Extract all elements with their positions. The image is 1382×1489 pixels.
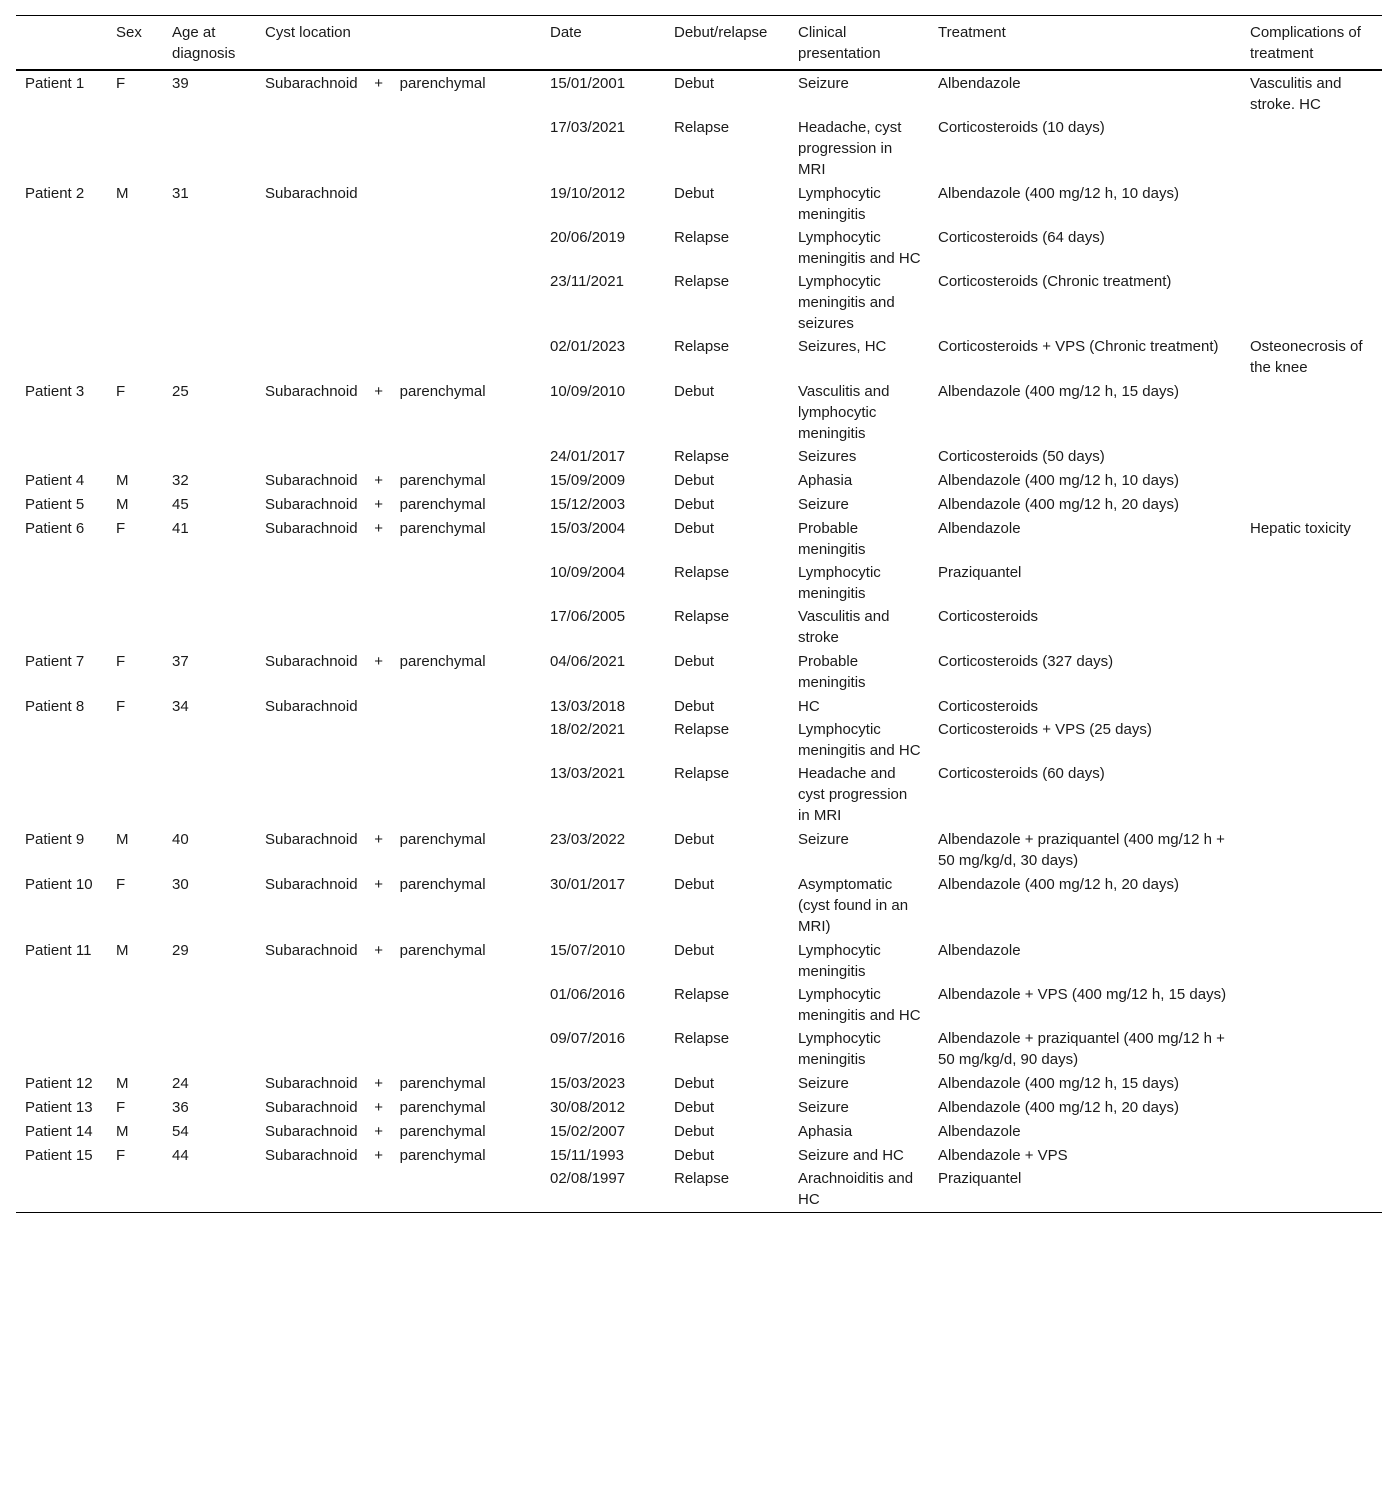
cell-complications <box>1241 1095 1382 1119</box>
cell-age: 39 <box>172 75 189 92</box>
cell-sex: M <box>116 496 129 513</box>
table-row <box>16 1095 1382 1119</box>
cell-complications <box>1241 827 1382 872</box>
cell-cyst-location: Subarachnoid + parenchymal <box>265 383 486 400</box>
cell-date: 15/12/2003 <box>550 496 626 513</box>
cell-patient: Patient 3 <box>25 383 85 400</box>
cell-debut-relapse: Debut <box>674 653 715 670</box>
cell-debut-relapse: Debut <box>674 75 715 92</box>
cell-complications <box>1241 270 1382 335</box>
cell-clinical-presentation: Aphasia <box>798 472 853 489</box>
cell-age <box>163 605 256 649</box>
cell-date: 01/06/2016 <box>550 986 626 1003</box>
cell-patient <box>16 605 107 649</box>
cell-cyst-location: Subarachnoid <box>265 185 358 202</box>
cell-treatment: Corticosteroids (327 days) <box>938 653 1114 670</box>
cell-date: 18/02/2021 <box>550 721 626 738</box>
cell-debut-relapse: Debut <box>674 1123 715 1140</box>
cell-sex: M <box>116 942 129 959</box>
cell-age: 45 <box>172 496 189 513</box>
cell-complications <box>1241 983 1382 1027</box>
header-clinical-presentation: Clinical presentation <box>798 24 881 62</box>
cell-clinical-presentation: Lymphocytic meningitis and HC <box>798 986 921 1024</box>
cell-cyst-location: Subarachnoid + parenchymal <box>265 496 486 513</box>
cell-sex <box>107 226 163 270</box>
header-debut-relapse: Debut/relapse <box>674 24 768 41</box>
cell-age <box>163 335 256 379</box>
cell-sex: F <box>116 520 126 537</box>
cell-patient: Patient 9 <box>25 831 85 848</box>
cell-complications <box>1241 379 1382 445</box>
header-sex: Sex <box>116 24 142 41</box>
cell-debut-relapse: Debut <box>674 942 715 959</box>
cell-patient <box>16 762 107 827</box>
table-row <box>16 1167 1382 1213</box>
header-row <box>16 16 1382 71</box>
cell-complications <box>1241 762 1382 827</box>
cell-clinical-presentation: Lymphocytic meningitis <box>798 185 881 223</box>
cell-age <box>163 983 256 1027</box>
cell-patient <box>16 1027 107 1071</box>
cell-clinical-presentation: Lymphocytic meningitis and HC <box>798 229 921 267</box>
cell-clinical-presentation: Asymptomatic (cyst found in an MRI) <box>798 876 909 935</box>
cell-age: 29 <box>172 942 189 959</box>
cell-cyst-location <box>256 116 541 181</box>
cell-cyst-location: Subarachnoid <box>265 698 358 715</box>
table-row <box>16 116 1382 181</box>
cell-debut-relapse: Debut <box>674 876 715 893</box>
cell-complications <box>1241 226 1382 270</box>
table-row <box>16 270 1382 335</box>
cell-clinical-presentation: Lymphocytic meningitis <box>798 1030 881 1068</box>
cell-cyst-location: Subarachnoid + parenchymal <box>265 876 486 893</box>
cell-sex: F <box>116 383 126 400</box>
cell-sex: F <box>116 1147 126 1164</box>
cell-debut-relapse: Debut <box>674 185 715 202</box>
cell-complications <box>1241 561 1382 605</box>
cell-sex <box>107 605 163 649</box>
cell-patient: Patient 4 <box>25 472 85 489</box>
cell-clinical-presentation: Headache, cyst progression in MRI <box>798 119 902 178</box>
cell-clinical-presentation: Headache and cyst progression in MRI <box>798 765 908 824</box>
cell-age: 41 <box>172 520 189 537</box>
cell-cyst-location: Subarachnoid + parenchymal <box>265 520 486 537</box>
cell-date: 19/10/2012 <box>550 185 626 202</box>
cell-cyst-location: Subarachnoid + parenchymal <box>265 1099 486 1116</box>
cell-patient: Patient 13 <box>25 1099 93 1116</box>
cell-cyst-location: Subarachnoid + parenchymal <box>265 1147 486 1164</box>
cell-clinical-presentation: Arachnoiditis and HC <box>798 1170 914 1208</box>
cell-age <box>163 270 256 335</box>
cell-treatment: Corticosteroids (50 days) <box>938 448 1105 465</box>
cell-clinical-presentation: Lymphocytic meningitis <box>798 564 881 602</box>
cell-treatment: Praziquantel <box>938 564 1022 581</box>
cell-date: 15/02/2007 <box>550 1123 626 1140</box>
cell-treatment: Corticosteroids <box>938 698 1039 715</box>
cell-complications: Osteonecrosis of the knee <box>1250 338 1363 376</box>
cell-treatment: Albendazole + VPS (400 mg/12 h, 15 days) <box>938 986 1227 1003</box>
table-row <box>16 561 1382 605</box>
cell-complications <box>1241 1071 1382 1095</box>
cell-treatment: Albendazole (400 mg/12 h, 20 days) <box>938 876 1179 893</box>
cell-treatment: Albendazole (400 mg/12 h, 15 days) <box>938 1075 1179 1092</box>
cell-complications <box>1241 468 1382 492</box>
cell-sex <box>107 983 163 1027</box>
cell-patient <box>16 718 107 762</box>
cell-cyst-location <box>256 983 541 1027</box>
cell-age <box>163 762 256 827</box>
cell-age <box>163 561 256 605</box>
cell-clinical-presentation: HC <box>798 698 820 715</box>
cell-sex <box>107 445 163 468</box>
cell-patient: Patient 15 <box>25 1147 93 1164</box>
cell-date: 10/09/2004 <box>550 564 626 581</box>
cell-sex: F <box>116 1099 126 1116</box>
cell-clinical-presentation: Lymphocytic meningitis and seizures <box>798 273 895 332</box>
cell-date: 15/03/2004 <box>550 520 626 537</box>
cell-complications <box>1241 492 1382 516</box>
cell-age: 34 <box>172 698 189 715</box>
cell-debut-relapse: Debut <box>674 1147 715 1164</box>
cell-treatment: Albendazole (400 mg/12 h, 10 days) <box>938 472 1179 489</box>
header-age: Age at diagnosis <box>172 24 236 62</box>
cell-debut-relapse: Debut <box>674 496 715 513</box>
table-row <box>16 492 1382 516</box>
cell-clinical-presentation: Seizures, HC <box>798 338 887 355</box>
cell-complications <box>1241 1143 1382 1167</box>
cell-sex: F <box>116 653 126 670</box>
cell-age: 40 <box>172 831 189 848</box>
cell-cyst-location: Subarachnoid + parenchymal <box>265 831 486 848</box>
cell-date: 30/08/2012 <box>550 1099 626 1116</box>
cell-clinical-presentation: Seizure <box>798 1099 849 1116</box>
table-row <box>16 762 1382 827</box>
cell-sex: F <box>116 876 126 893</box>
cell-debut-relapse: Relapse <box>674 448 730 465</box>
cell-date: 09/07/2016 <box>550 1030 626 1047</box>
cell-patient: Patient 1 <box>25 75 85 92</box>
cell-sex: F <box>116 698 126 715</box>
table-container <box>16 15 1382 1213</box>
cell-cyst-location: Subarachnoid + parenchymal <box>265 75 486 92</box>
cell-age: 37 <box>172 653 189 670</box>
cell-cyst-location <box>256 226 541 270</box>
cell-sex <box>107 561 163 605</box>
cell-clinical-presentation: Lymphocytic meningitis <box>798 942 881 980</box>
table-row <box>16 70 1382 116</box>
cell-treatment: Albendazole <box>938 75 1021 92</box>
cell-date: 15/03/2023 <box>550 1075 626 1092</box>
table-row <box>16 468 1382 492</box>
cell-debut-relapse: Debut <box>674 520 715 537</box>
table-row <box>16 516 1382 561</box>
cell-patient <box>16 270 107 335</box>
cell-treatment: Corticosteroids (10 days) <box>938 119 1105 136</box>
cell-complications <box>1241 1027 1382 1071</box>
cell-sex <box>107 718 163 762</box>
cell-clinical-presentation: Probable meningitis <box>798 653 866 691</box>
cell-age <box>163 718 256 762</box>
cell-complications <box>1241 1119 1382 1143</box>
cell-date: 02/08/1997 <box>550 1170 626 1187</box>
cell-sex <box>107 116 163 181</box>
cell-patient <box>16 116 107 181</box>
table-row <box>16 1143 1382 1167</box>
cell-patient: Patient 2 <box>25 185 85 202</box>
cell-cyst-location <box>256 270 541 335</box>
table-row <box>16 226 1382 270</box>
header-treatment: Treatment <box>938 24 1006 41</box>
cell-cyst-location: Subarachnoid + parenchymal <box>265 1075 486 1092</box>
cell-date: 15/07/2010 <box>550 942 626 959</box>
cell-cyst-location <box>256 718 541 762</box>
cell-complications <box>1241 938 1382 983</box>
cell-complications: Hepatic toxicity <box>1250 520 1351 537</box>
cell-sex: M <box>116 185 129 202</box>
cell-treatment: Corticosteroids + VPS (Chronic treatment) <box>938 338 1219 355</box>
cell-debut-relapse: Relapse <box>674 229 730 246</box>
header-complications: Complications of treatment <box>1250 24 1361 62</box>
cell-cyst-location <box>256 1027 541 1071</box>
cell-sex <box>107 335 163 379</box>
cell-debut-relapse: Debut <box>674 383 715 400</box>
cell-clinical-presentation: Aphasia <box>798 1123 853 1140</box>
cell-clinical-presentation: Probable meningitis <box>798 520 866 558</box>
cell-age <box>163 1027 256 1071</box>
cell-treatment: Albendazole + praziquantel (400 mg/12 h + 50 mg/kg/d, 30 days) <box>938 831 1225 869</box>
cell-age: 36 <box>172 1099 189 1116</box>
cell-debut-relapse: Relapse <box>674 273 730 290</box>
cell-treatment: Albendazole + praziquantel (400 mg/12 h + 50 mg/kg/d, 90 days) <box>938 1030 1225 1068</box>
cell-debut-relapse: Relapse <box>674 986 730 1003</box>
cell-date: 20/06/2019 <box>550 229 626 246</box>
cell-treatment: Albendazole <box>938 520 1021 537</box>
cell-age <box>163 445 256 468</box>
table-row <box>16 983 1382 1027</box>
cell-age <box>163 226 256 270</box>
cell-date: 15/09/2009 <box>550 472 626 489</box>
cell-age: 25 <box>172 383 189 400</box>
table-row <box>16 872 1382 938</box>
cell-complications: Vasculitis and stroke. HC <box>1250 75 1342 113</box>
cell-clinical-presentation: Seizure <box>798 75 849 92</box>
cell-cyst-location: Subarachnoid + parenchymal <box>265 472 486 489</box>
cell-complications <box>1241 1167 1382 1213</box>
cell-clinical-presentation: Seizures <box>798 448 857 465</box>
table-row <box>16 1027 1382 1071</box>
cell-date: 17/06/2005 <box>550 608 626 625</box>
header-patient <box>16 16 107 71</box>
cell-treatment: Albendazole (400 mg/12 h, 10 days) <box>938 185 1179 202</box>
cell-sex <box>107 762 163 827</box>
cell-treatment: Praziquantel <box>938 1170 1022 1187</box>
cell-clinical-presentation: Seizure and HC <box>798 1147 904 1164</box>
table-row <box>16 938 1382 983</box>
cell-debut-relapse: Relapse <box>674 564 730 581</box>
cell-debut-relapse: Relapse <box>674 1170 730 1187</box>
cell-complications <box>1241 694 1382 718</box>
cell-treatment: Albendazole (400 mg/12 h, 20 days) <box>938 1099 1179 1116</box>
cell-treatment: Corticosteroids + VPS (25 days) <box>938 721 1152 738</box>
table-row <box>16 694 1382 718</box>
cell-treatment: Albendazole <box>938 1123 1021 1140</box>
cell-debut-relapse: Debut <box>674 1099 715 1116</box>
cell-treatment: Albendazole (400 mg/12 h, 15 days) <box>938 383 1179 400</box>
cell-patient: Patient 5 <box>25 496 85 513</box>
cell-patient: Patient 11 <box>25 942 92 959</box>
cell-complications <box>1241 181 1382 226</box>
cell-patient: Patient 14 <box>25 1123 93 1140</box>
cell-date: 17/03/2021 <box>550 119 626 136</box>
cell-complications <box>1241 872 1382 938</box>
cell-date: 13/03/2021 <box>550 765 626 782</box>
cell-treatment: Corticosteroids (64 days) <box>938 229 1105 246</box>
cell-patient: Patient 6 <box>25 520 85 537</box>
cell-age <box>163 1167 256 1213</box>
cell-date: 02/01/2023 <box>550 338 626 355</box>
cell-sex: M <box>116 1075 129 1092</box>
cell-cyst-location <box>256 605 541 649</box>
table-row <box>16 379 1382 445</box>
cell-patient: Patient 10 <box>25 876 93 893</box>
cell-clinical-presentation: Vasculitis and lymphocytic meningitis <box>798 383 890 442</box>
cell-cyst-location: Subarachnoid + parenchymal <box>265 653 486 670</box>
cell-debut-relapse: Relapse <box>674 608 730 625</box>
cell-patient <box>16 226 107 270</box>
cell-date: 30/01/2017 <box>550 876 626 893</box>
cell-complications <box>1241 649 1382 694</box>
cell-debut-relapse: Debut <box>674 698 715 715</box>
table-row <box>16 181 1382 226</box>
cell-cyst-location <box>256 445 541 468</box>
cell-date: 24/01/2017 <box>550 448 626 465</box>
cell-clinical-presentation: Vasculitis and stroke <box>798 608 890 646</box>
cell-age: 32 <box>172 472 189 489</box>
cell-debut-relapse: Debut <box>674 831 715 848</box>
cell-cyst-location <box>256 561 541 605</box>
cell-treatment: Albendazole <box>938 942 1021 959</box>
cell-date: 04/06/2021 <box>550 653 626 670</box>
cell-sex: M <box>116 472 129 489</box>
cell-date: 15/01/2001 <box>550 75 626 92</box>
cell-treatment: Albendazole (400 mg/12 h, 20 days) <box>938 496 1179 513</box>
cell-clinical-presentation: Lymphocytic meningitis and HC <box>798 721 921 759</box>
cell-debut-relapse: Relapse <box>674 119 730 136</box>
cell-cyst-location <box>256 335 541 379</box>
table-row <box>16 1119 1382 1143</box>
cell-patient: Patient 12 <box>25 1075 93 1092</box>
patient-table <box>16 15 1382 1213</box>
cell-date: 23/11/2021 <box>550 273 624 290</box>
cell-treatment: Corticosteroids (60 days) <box>938 765 1105 782</box>
cell-sex <box>107 270 163 335</box>
cell-date: 10/09/2010 <box>550 383 626 400</box>
table-row <box>16 445 1382 468</box>
cell-sex: F <box>116 75 126 92</box>
cell-patient <box>16 335 107 379</box>
cell-age: 54 <box>172 1123 189 1140</box>
cell-patient <box>16 983 107 1027</box>
table-row <box>16 718 1382 762</box>
header-cyst-location: Cyst location <box>265 24 351 41</box>
cell-complications <box>1241 116 1382 181</box>
table-row <box>16 335 1382 379</box>
cell-patient: Patient 7 <box>25 653 85 670</box>
cell-clinical-presentation: Seizure <box>798 496 849 513</box>
header-date: Date <box>550 24 582 41</box>
table-row <box>16 1071 1382 1095</box>
cell-debut-relapse: Debut <box>674 472 715 489</box>
table-row <box>16 649 1382 694</box>
cell-clinical-presentation: Seizure <box>798 831 849 848</box>
cell-sex: M <box>116 1123 129 1140</box>
cell-complications <box>1241 605 1382 649</box>
cell-patient: Patient 8 <box>25 698 85 715</box>
cell-cyst-location <box>256 1167 541 1213</box>
cell-debut-relapse: Relapse <box>674 721 730 738</box>
table-body <box>16 70 1382 1213</box>
cell-patient <box>16 1167 107 1213</box>
cell-age: 30 <box>172 876 189 893</box>
cell-complications <box>1241 718 1382 762</box>
cell-treatment: Corticosteroids (Chronic treatment) <box>938 273 1172 290</box>
cell-debut-relapse: Relapse <box>674 765 730 782</box>
cell-sex <box>107 1167 163 1213</box>
cell-debut-relapse: Debut <box>674 1075 715 1092</box>
cell-clinical-presentation: Seizure <box>798 1075 849 1092</box>
cell-age: 44 <box>172 1147 189 1164</box>
cell-treatment: Albendazole + VPS <box>938 1147 1068 1164</box>
cell-complications <box>1241 445 1382 468</box>
cell-treatment: Corticosteroids <box>938 608 1039 625</box>
cell-age: 24 <box>172 1075 189 1092</box>
cell-debut-relapse: Relapse <box>674 1030 730 1047</box>
cell-date: 13/03/2018 <box>550 698 626 715</box>
cell-sex <box>107 1027 163 1071</box>
cell-date: 15/11/1993 <box>550 1147 624 1164</box>
cell-cyst-location: Subarachnoid + parenchymal <box>265 942 486 959</box>
table-row <box>16 827 1382 872</box>
cell-sex: M <box>116 831 129 848</box>
cell-age: 31 <box>172 185 189 202</box>
cell-patient <box>16 445 107 468</box>
cell-patient <box>16 561 107 605</box>
table-row <box>16 605 1382 649</box>
cell-debut-relapse: Relapse <box>674 338 730 355</box>
cell-cyst-location: Subarachnoid + parenchymal <box>265 1123 486 1140</box>
cell-cyst-location <box>256 762 541 827</box>
cell-age <box>163 116 256 181</box>
cell-date: 23/03/2022 <box>550 831 626 848</box>
